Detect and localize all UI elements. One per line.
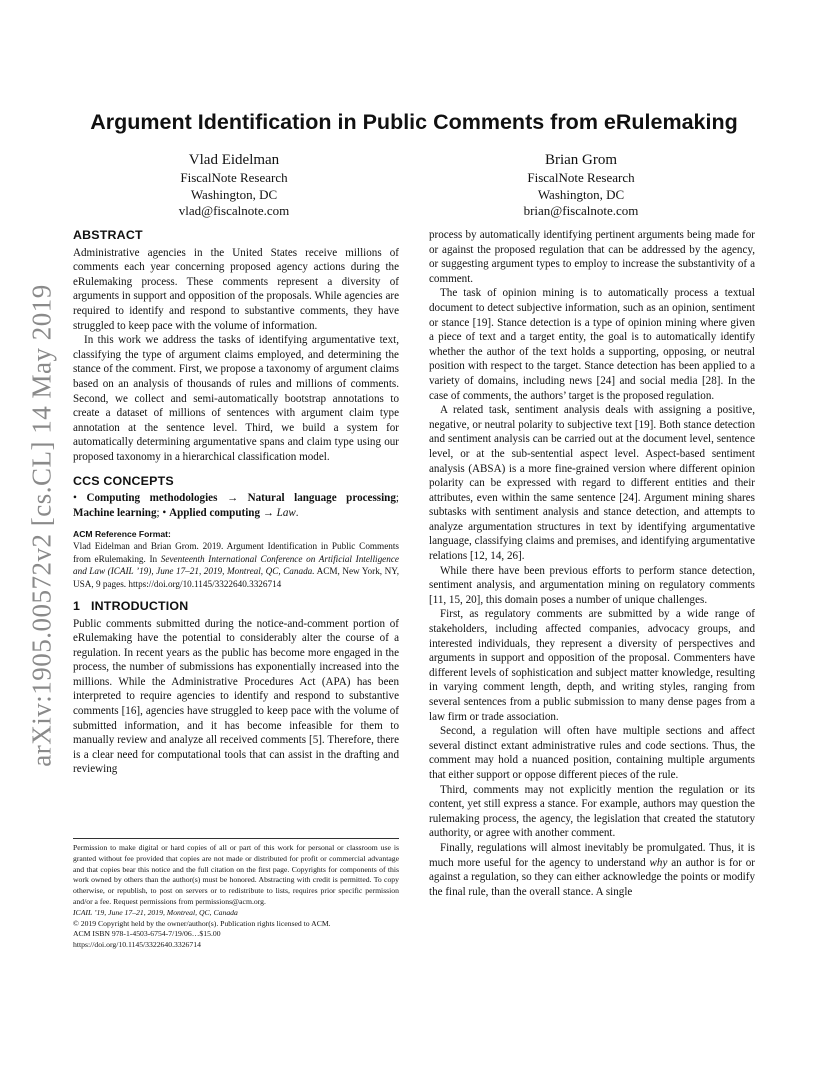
acm-reference-text [73,540,399,590]
author-location: Washington, DC [190,186,278,202]
text-run: Finally, regulations will almost inevitably be promulgated. Thus, it is much more useful for the agency to understand [429,841,755,869]
ccs-term: Machine learning [73,506,157,519]
abstract-heading: ABSTRACT [73,228,143,242]
arrow-icon: → [262,506,274,519]
ccs-concepts [73,491,399,520]
separator: . [295,506,299,519]
arxiv-watermark [22,285,62,765]
body-paragraph: While there have been previous efforts to perform stance detection, sentiment analysis, and argumentation mining on regulatory comments [11, 15, 20], this domain poses a number of unique challenges. [429,564,755,606]
bullet: • [162,506,167,519]
author-name: Brian Grom [544,152,618,168]
right-column [429,228,755,899]
body-paragraph: Second, a regulation will often have multiple sections and affect several distinct extant administrative rules and code sections. Thus, the comment may hold a nuanced position, containing multiple arguments that either support or oppose different pieces of the rule. [429,725,755,781]
arrow-icon: → [226,492,239,505]
abstract-paragraph: In this work we address the tasks of identifying argumentative text, classifying the type of argument claims employed, and determining the stance of the comment. First, we propose a taxonomy of argument claims based on an analysis of thousands of rules and millions of comments. Second, we collect and semi-automatically bootstrap annotations to create a dataset of millions of sentences with argument claim type annotation at the sentence level. Third, we build a system for automatically determining argumentative spans and claim type using our proposed taxonomy in a hierarchical classification model. [73,334,399,463]
copyright-footnote [73,838,399,951]
left-column [73,228,399,777]
body-paragraph: process by automatically identifying pertinent arguments being made for or against the proposed regulation that can be addressed by the agency, or suggesting argument types to employ to increase the substantivity of a comment. [429,229,755,285]
reference-authors: Vlad Eidelman and Brian Grom. 2019. Argument Identification in Public Comments from eRulemaking. In [73,541,399,564]
abstract-paragraph: Administrative agencies in the United States receive millions of comments each year concerning proposed agency actions during the eRulemaking process. These comments represent a diversity of arguments in support and opposition of the proposals. While agencies are required to identify and respond to substantive comments, they have struggled to keep pace with the volume of information. [73,246,399,332]
ccs-term: Natural language processing [247,492,396,505]
author-name: Vlad Eidelman [188,152,280,168]
ccs-term: Law [276,506,296,519]
isbn-line: ACM ISBN 978-1-4503-6754-7/19/06…$15.00 [73,929,221,939]
body-paragraph [429,841,755,899]
separator: ; [156,506,160,519]
author-affiliation: FiscalNote Research [527,170,635,185]
author-block-1 [104,150,364,220]
ccs-term: Applied computing [169,506,260,519]
conference-line: ICAIL ’19, June 17–21, 2019, Montreal, QC, Canada [73,907,238,917]
author-block-2 [451,150,711,220]
author-email[interactable]: vlad@fiscalnote.com [178,203,290,218]
acm-reference-heading: ACM Reference Format: [73,529,171,540]
introduction-paragraph: Public comments submitted during the notice-and-comment portion of eRulemaking have the potential to considerably alter the course of a regulation. In recent years as the public has become more engaged in the process, the number of submissions has exponentially increased into the millions. While the Administrative Procedures Act (APA) has been interpreted to require agencies to identify and respond to substantive comments [16], agencies have struggled to keep pace with the volume of submitted information, and it has become infeasible for them to manually review and analyze all received comments [5]. Therefore, there is a clear need for computational tools that can assist in the drafting and reviewing [73,617,399,776]
introduction-heading: 1 INTRODUCTION [73,598,189,613]
body-paragraph: Third, comments may not explicitly mention the regulation or its content, yet still express a stance. For example, authors may question the rulemaking process, the agency, the legislation that created the statutory authority, or agree with another comment. [429,783,755,840]
bullet: • [73,492,77,505]
arxiv-id: arXiv:1905.00572v2 [cs.CL] 14 May 2019 [26,283,57,767]
permission-notice: Permission to make digital or hard copies of all or part of this work for personal or classroom use is granted without fee provided that copies are not made or distributed for profit or commercial advantage and that copies bear this notice and the full citation on the first page. Copyrights for components of this work owned by others than the author(s) must be honored. Abstracting with credit is permitted. To copy otherwise, or republish, to post on servers or to redistribute to lists, requires prior specific permission and/or a fee. Request permissions from permissions@acm.org. [73,843,399,906]
reference-tail: ACM, New York, NY, USA, 9 pages. https://doi.org/10.1145/3322640.3326714 [73,566,399,589]
body-paragraph: A related task, sentiment analysis deals with assigning a positive, negative, or neutral polarity to subjective text [19]. Both stance detection and sentiment analysis can be carried out at the document level, sentence level, or at the sub-sentential aspect level. Aspect-based sentiment analysis (ABSA) is a more fine-grained version where different opinion polarity can be expressed with regard to different entities and their attributes, even within the same sentence [24]. Argument mining shares subtasks with sentiment analysis and stance detection, and attempts to analyze argumentation structures in text by identifying argumentative language, classifying claims and premises, and identifying argumentative relations [12, 14, 26]. [429,404,755,563]
separator: ; [395,492,399,505]
text-run: an author is for or against a regulation, so they can either acknowledge the points or modify the final rule, than the overall stance. A single [429,856,755,898]
reference-venue: Seventeenth International Conference on Artificial Intelligence and Law (ICAIL ’19), June 17–21, 2019, Montreal, QC, Canada. [73,553,399,577]
emphasis: why [649,856,668,869]
author-location: Washington, DC [537,186,625,202]
author-email[interactable]: brian@fiscalnote.com [523,203,639,218]
body-paragraph: First, as regulatory comments are submitted by a wide range of stakeholders, including affected companies, advocacy groups, and interested individuals, they represent a diversity of perspectives and arguments in support and opposition of the proposal. Commenters have different levels of sophistication and subject matter knowledge, resulting in varying comment length, depth, and writing styles, ranging from several sentences from a public submission to many dense pages from a law firm or trade association. [429,608,755,723]
ccs-term: Computing methodologies [86,492,218,505]
doi-link[interactable]: https://doi.org/10.1145/3322640.3326714 [73,940,201,950]
paper-title: Argument Identification in Public Comments from eRulemaking [90,110,738,134]
body-paragraph: The task of opinion mining is to automatically process a textual document to detect subjective information, such as an opinion, sentiment or stance [19]. Stance detection is a type of opinion mining where given a piece of text and a target entity, the goal is to automatically identify whether the author of the text holds a supporting, opposing, or neutral position with respect to the target. Stance detection has been applied to a variety of domains, including news [24] and social media [28]. In the case of comments, the authors’ target is the proposed regulation. [429,287,755,402]
ccs-heading: CCS CONCEPTS [73,473,174,488]
author-affiliation: FiscalNote Research [180,170,288,185]
copyright-line: © 2019 Copyright held by the owner/author(s). Publication rights licensed to ACM. [73,918,331,928]
